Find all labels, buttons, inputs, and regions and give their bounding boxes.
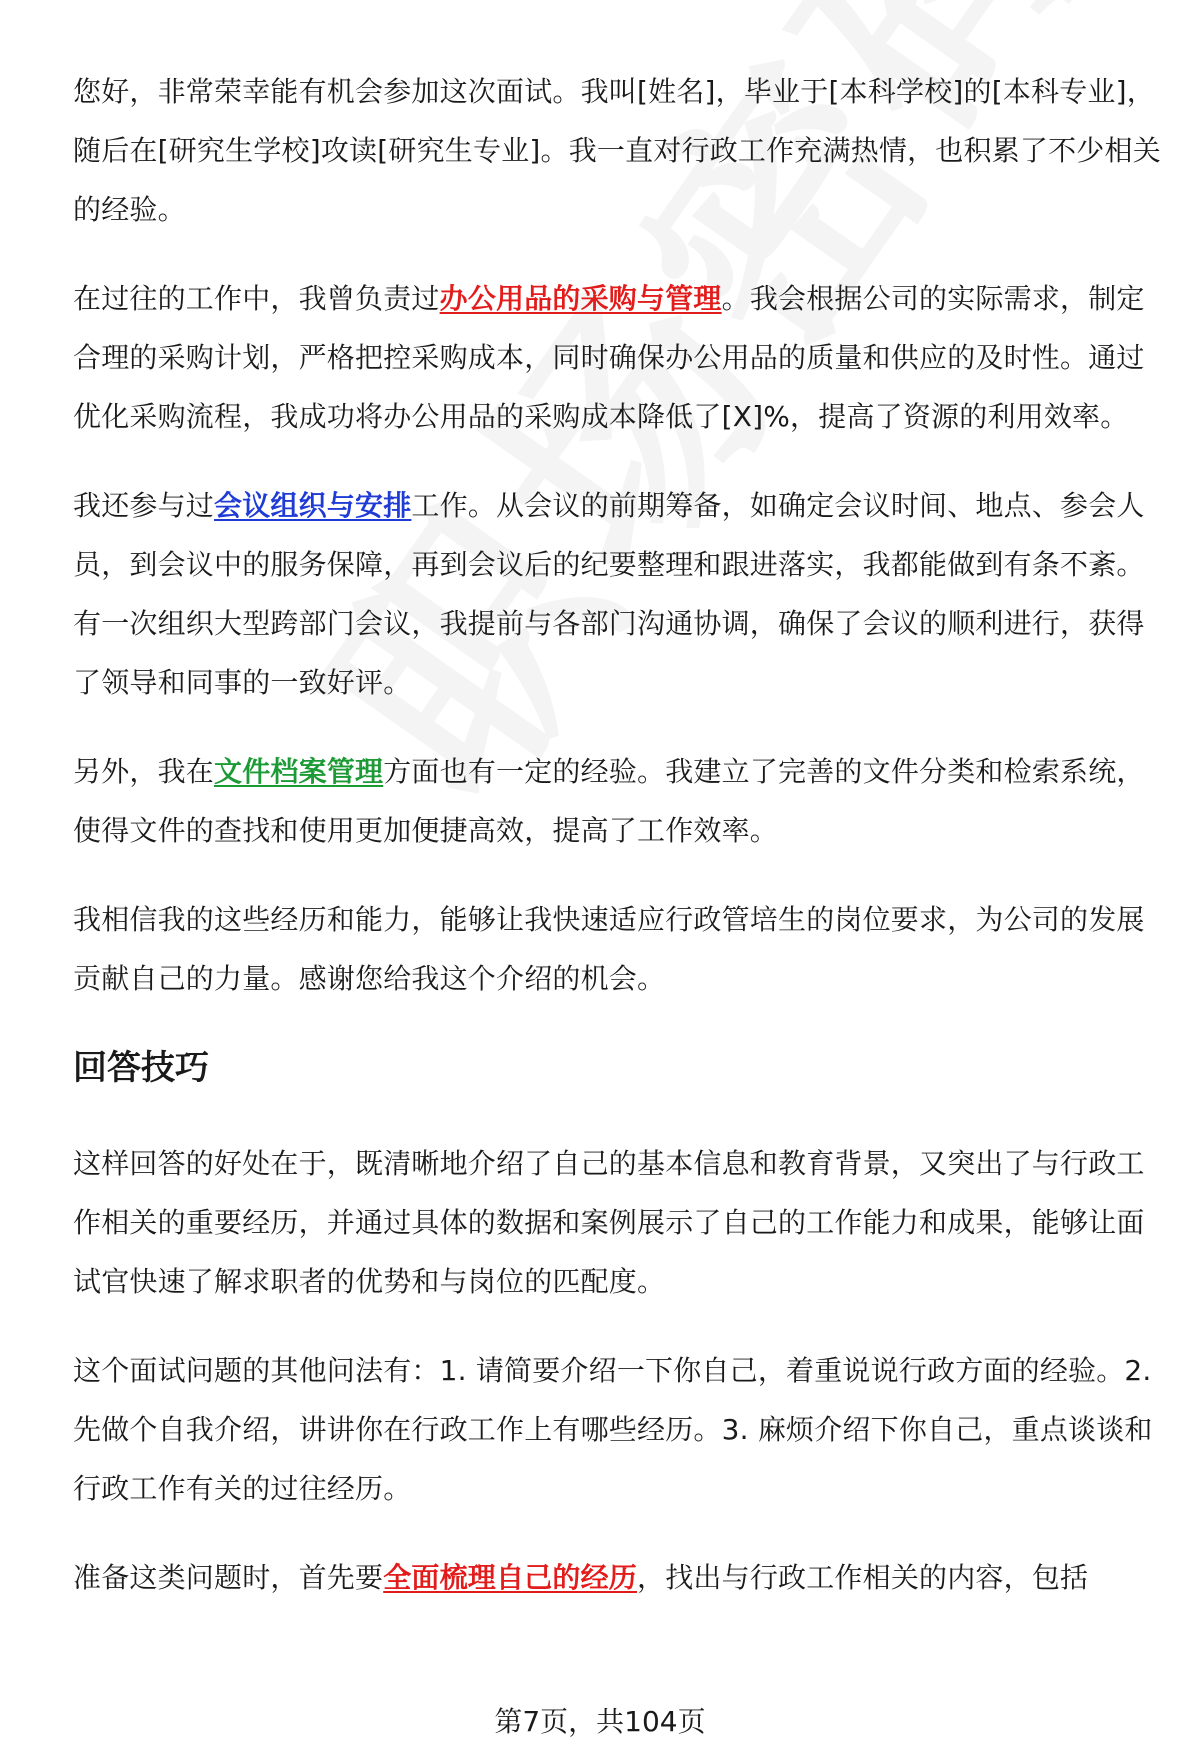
section-heading: 回答技巧 (73, 1048, 209, 1088)
paragraph-text: ，找出与行政工作相关的内容，包括 (637, 1561, 1089, 1594)
paragraph-procurement (73, 269, 1163, 446)
paragraph-meetings (73, 476, 1163, 712)
paragraph-intro: 您好，非常荣幸能有机会参加这次面试。我叫[姓名]，毕业于[本科学校]的[本科专业]，随后在[研究生学校]攻读[研究生专业]。我一直对行政工作充满热情，也积累了不少相关的经验。 (73, 75, 1161, 226)
highlight-review-experience: 全面梳理自己的经历 (383, 1561, 638, 1594)
highlight-meetings: 会议组织与安排 (214, 489, 412, 522)
tip-paragraph-preparation (73, 1548, 1163, 1607)
paragraph-text: 。我会根据公司的实际需求，制定合理的采购计划，严格把控采购成本，同时确保办公用品的质量和供应的及时性。通过优化采购流程，我成功将办公用品的采购成本降低了[X]%，提高了资源的利用效率。 (73, 282, 1145, 433)
paragraph-text: 我还参与过 (73, 489, 215, 522)
tip-paragraph-benefits: 这样回答的好处在于，既清晰地介绍了自己的基本信息和教育背景，又突出了与行政工作相关的重要经历，并通过具体的数据和案例展示了自己的工作能力和成果，能够让面试官快速了解求职者的优势和与岗位的匹配度。 (73, 1147, 1145, 1298)
paragraph-closing: 我相信我的这些经历和能力，能够让我快速适应行政管培生的岗位要求，为公司的发展贡献自己的力量。感谢您给我这个介绍的机会。 (73, 903, 1145, 995)
paragraph-text: 准备这类问题时，首先要 (73, 1561, 384, 1594)
paragraph-archives (73, 742, 1163, 860)
highlight-procurement: 办公用品的采购与管理 (439, 282, 722, 315)
paragraph-text: 在过往的工作中，我曾负责过 (73, 282, 440, 315)
highlight-archives: 文件档案管理 (214, 755, 384, 788)
tip-paragraph-variants: 这个面试问题的其他问法有：1. 请简要介绍一下你自己，着重说说行政方面的经验。2. 先做个自我介绍，讲讲你在行政工作上有哪些经历。3. 麻烦介绍下你自己，重点谈谈和行政工作有关的过往经历。 (73, 1354, 1153, 1505)
paragraph-text: 工作。从会议的前期筹备，如确定会议时间、地点、参会人员，到会议中的服务保障，再到会议后的纪要整理和跟进落实，我都能做到有条不紊。有一次组织大型跨部门会议，我提前与各部门沟通协调，确保了会议的顺利进行，获得了领导和同事的一致好评。 (73, 489, 1145, 699)
paragraph-text: 另外，我在 (73, 755, 215, 788)
page-number: 第7页，共104页 (494, 1705, 706, 1738)
paragraph-text: 方面也有一定的经验。我建立了完善的文件分类和检索系统，使得文件的查找和使用更加便捷高效，提高了工作效率。 (73, 755, 1145, 847)
document-body (73, 62, 1163, 1637)
